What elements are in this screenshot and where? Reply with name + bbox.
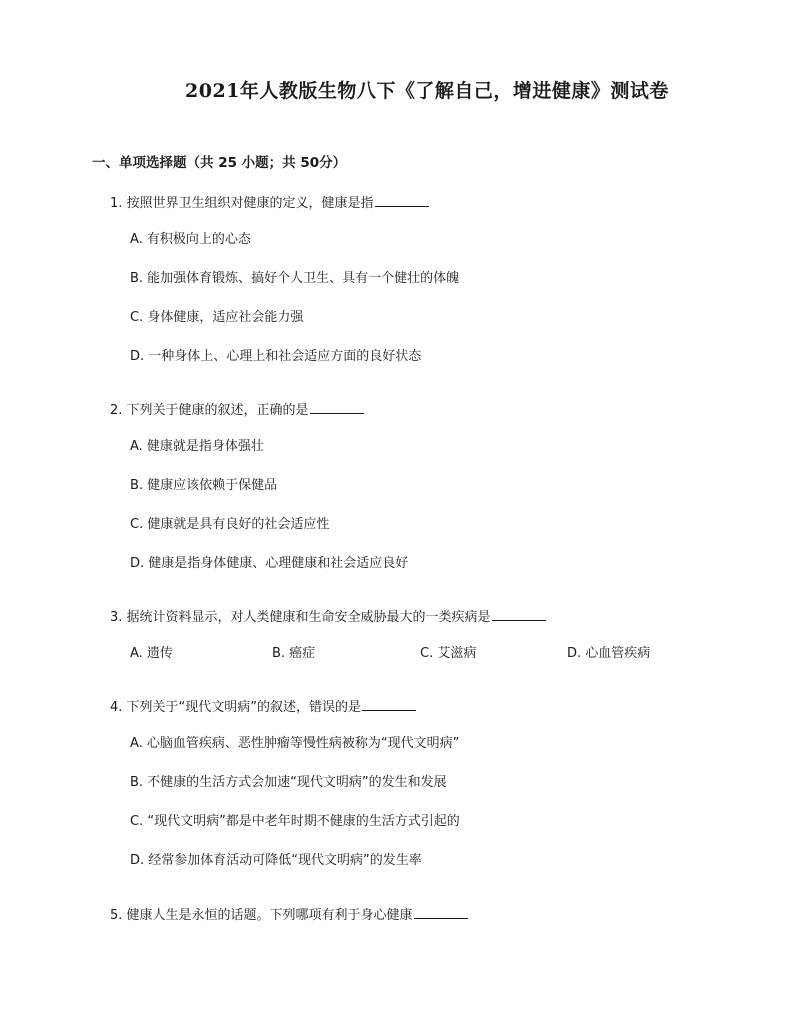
question-1-text: 1. 按照世界卫生组织对健康的定义，健康是指 — [110, 196, 374, 211]
question-2-option-d: D. 健康是指身体健康、心理健康和社会适应良好 — [130, 556, 409, 571]
question-2-option-c: C. 健康就是具有良好的社会适应性 — [130, 517, 330, 532]
page-title: 2021年人教版生物八下《了解自己，增进健康》测试卷 — [185, 80, 669, 102]
section-heading: 一、单项选择题（共 25 小题；共 50分） — [92, 155, 347, 171]
question-2-option-a: A. 健康就是指身体强壮 — [130, 439, 264, 454]
question-4-option-c: C. “现代文明病”都是中老年时期不健康的生活方式引起的 — [130, 814, 460, 829]
question-1-option-b: B. 能加强体育锻炼、搞好个人卫生、具有一个健壮的体魄 — [130, 271, 460, 286]
answer-blank — [362, 698, 416, 711]
question-5-text: 5. 健康人生是永恒的话题。下列哪项有利于身心健康 — [110, 908, 413, 923]
question-3-text: 3. 据统计资料显示，对人类健康和生命安全威胁最大的一类疾病是 — [110, 610, 491, 625]
question-1-option-a: A. 有积极向上的心态 — [130, 232, 251, 247]
question-1-option-c: C. 身体健康，适应社会能力强 — [130, 310, 304, 325]
question-3-option-b: B. 癌症 — [272, 646, 316, 661]
question-4-stem — [110, 696, 416, 715]
answer-blank — [492, 608, 546, 621]
question-4-option-d: D. 经常参加体育活动可降低“现代文明病”的发生率 — [130, 853, 422, 868]
question-2-option-b: B. 健康应该依赖于保健品 — [130, 478, 278, 493]
answer-blank — [414, 906, 468, 919]
question-1-option-d: D. 一种身体上、心理上和社会适应方面的良好状态 — [130, 349, 422, 364]
question-3-option-c: C. 艾滋病 — [420, 646, 477, 661]
question-4-text: 4. 下列关于“现代文明病”的叙述，错误的是 — [110, 700, 362, 715]
question-3-option-a: A. 遗传 — [130, 646, 173, 661]
question-1-stem — [110, 192, 429, 211]
question-3-stem — [110, 606, 546, 625]
question-4-option-b: B. 不健康的生活方式会加速“现代文明病”的发生和发展 — [130, 775, 447, 790]
question-3-option-d: D. 心血管疾病 — [567, 646, 651, 661]
question-2-stem — [110, 399, 364, 418]
answer-blank — [375, 194, 429, 207]
question-5-stem — [110, 904, 468, 923]
question-2-text: 2. 下列关于健康的叙述，正确的是 — [110, 403, 309, 418]
question-4-option-a: A. 心脑血管疾病、恶性肿瘤等慢性病被称为“现代文明病” — [130, 736, 460, 751]
answer-blank — [310, 401, 364, 414]
